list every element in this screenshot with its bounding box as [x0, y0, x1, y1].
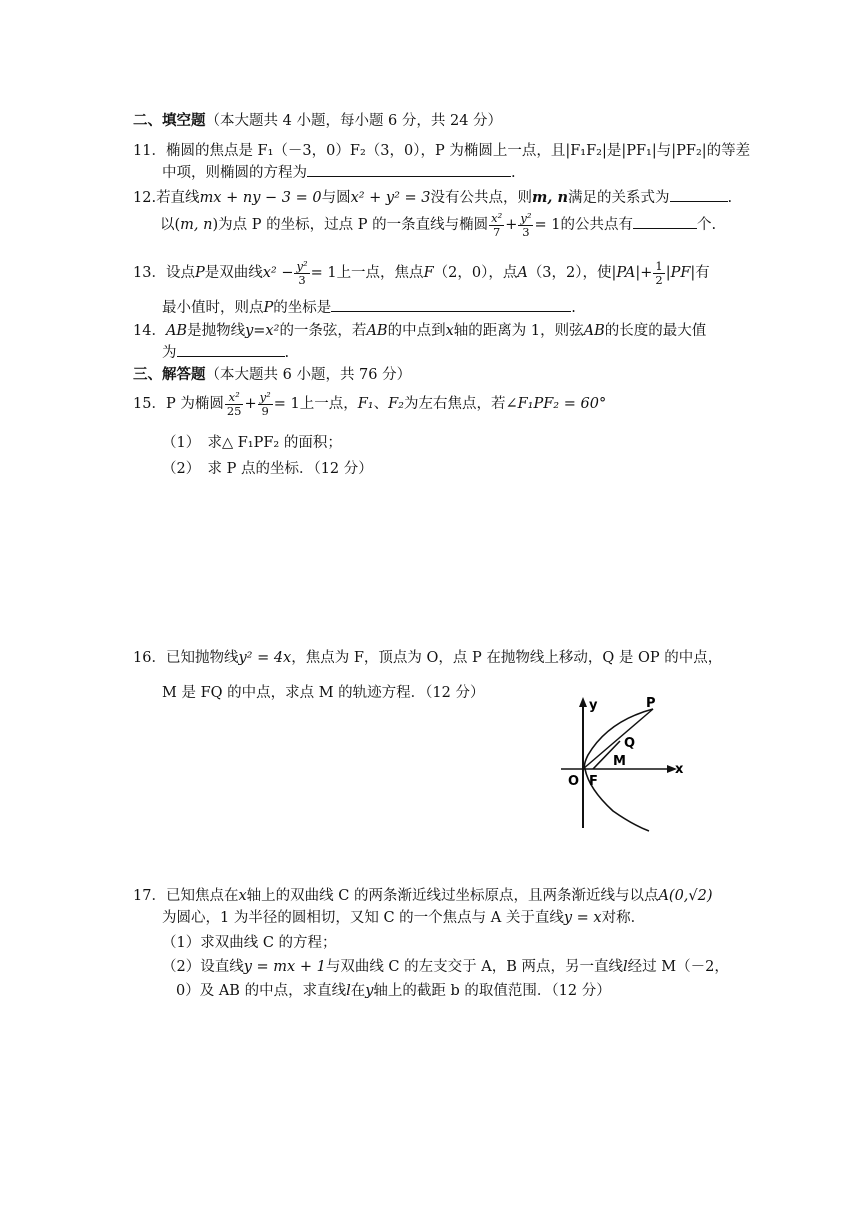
q12-text: )为点 P 的坐标，过点 P 的一条直线与椭圆	[212, 217, 489, 233]
q12-line1: 12.若直线mx + ny − 3 = 0与圆x² + y² = 3没有公共点，则m, n满足的关系式为 .	[133, 189, 733, 206]
section-2-heading	[133, 111, 502, 131]
q15-line1: 15．P 为椭圆 $\frac{\text{x²}}{25}$ + $\frac{\text{y²}}{9}$ = 1上一点，F₁、F₂为左右焦点，若∠F₁PF₂ = 60°	[133, 389, 607, 418]
q12-line2: 以(m, n)为点 P 的坐标，过点 P 的一条直线与椭圆 $\frac{\text{x²}}{7}$ + $\frac{\text{y²}}{3}$ = 1的公共点有 个.	[160, 210, 717, 239]
q12-text: 以(	[160, 217, 181, 233]
section-title: 二、填空题	[133, 112, 206, 129]
fraction: $\frac{1}{2}$	[655, 258, 663, 287]
q12-text: 若直线	[156, 190, 200, 206]
q17-sub2: （2）设直线y = mx + 1与双曲线 C 的左支交于 A，B 两点，另一直线l经过 M（－2，	[162, 959, 729, 975]
fraction: $\frac{\text{y²}}{3}$	[520, 210, 532, 239]
q12-text: 没有公共点，则	[430, 190, 533, 206]
q12-text: 的公共点有	[560, 217, 633, 233]
section-note: （本大题共 4 小题，每小题 6 分，共 24 分）	[205, 113, 503, 129]
q11-line1: 11．椭圆的焦点是 F₁（－3，0）F₂（3，0），P 为椭圆上一点，且|F₁F₂|是|PF₁|与|PF₂|的等差	[133, 143, 751, 159]
q12-mn: m, n	[532, 189, 569, 206]
q11-answer-blank[interactable]	[307, 162, 511, 177]
fraction: $\frac{\text{x²}}{7}$	[491, 210, 503, 239]
q12-circle-equation: x² + y² = 3	[350, 190, 431, 206]
parabola-figure	[553, 693, 693, 833]
q16-line1: 16．已知抛物线y² = 4x，焦点为 F，顶点为 O，点 P 在抛物线上移动，Q 是 OP 的中点，	[133, 650, 723, 666]
q13-answer-blank[interactable]	[331, 297, 571, 312]
q17-line2: 为圆心，1 为半径的圆相切，又知 C 的一个焦点与 A 关于直线y = x对称．	[162, 910, 646, 926]
fig-label-x: x	[675, 762, 684, 777]
section-title: 三、解答题	[133, 366, 206, 383]
fig-label-q: Q	[624, 736, 636, 751]
q12-line-equation: mx + ny − 3 = 0	[199, 190, 322, 206]
q14-line1: 14．AB是抛物线y=x²的一条弦，若AB的中点到x轴的距离为 1，则弦AB的长度的最大值	[133, 323, 707, 339]
q15-sub1: （1） 求△ F₁PF₂ 的面积；	[162, 435, 342, 451]
fig-label-p: P	[646, 696, 656, 711]
fig-label-m: M	[613, 754, 626, 769]
q12-answer-blank-2[interactable]	[633, 214, 697, 229]
q12-text: 个.	[696, 217, 717, 233]
q12-text: 与圆	[321, 190, 351, 206]
q12-number: 12.	[133, 190, 157, 206]
fig-label-o: O	[568, 774, 580, 789]
q12-answer-blank-1[interactable]	[670, 187, 728, 202]
y-axis-arrow-icon	[579, 697, 587, 707]
section-3-heading	[133, 365, 411, 385]
q13-line1: 13．设点P是双曲线x² − $\frac{\text{y²}}{3}$ = 1上一点，焦点F（2，0），点A（3，2），使|PA|+ $\frac{1}{2}$ |PF|有	[133, 258, 710, 287]
fig-label-y: y	[589, 698, 598, 713]
q11-line2: 中项，则椭圆的方程为 .	[162, 162, 516, 183]
q14-answer-blank[interactable]	[177, 342, 285, 357]
q12-text: = 1	[534, 217, 561, 233]
parabola-curve	[584, 709, 653, 831]
q12-mn: m, n	[180, 217, 213, 233]
q13-line2: 最小值时，则点P的坐标是 .	[162, 297, 576, 318]
fraction: $\frac{\text{y²}}{9}$	[259, 389, 271, 418]
q12-text: 满足的关系式为	[568, 190, 670, 206]
q17-sub2-cont: 0）及 AB 的中点，求直线l在y轴上的截距 b 的取值范围．（12 分）	[176, 983, 611, 999]
section-note: （本大题共 6 小题，共 76 分）	[205, 367, 412, 383]
q11-text: 中项，则椭圆的方程为	[162, 165, 307, 181]
fraction: $\frac{\text{y²}}{3}$	[296, 258, 308, 287]
q16-line2: M 是 FQ 的中点，求点 M 的轨迹方程．（12 分）	[162, 685, 485, 701]
fig-label-f: F	[589, 774, 598, 789]
q14-line2: 为 .	[162, 342, 289, 363]
q17-sub1: （1）求双曲线 C 的方程；	[162, 935, 337, 951]
q17-line1: 17．已知焦点在x轴上的双曲线 C 的两条渐近线过坐标原点，且两条渐近线与以点A(0,√2)	[133, 888, 713, 904]
q15-sub2: （2） 求 P 点的坐标．（12 分）	[162, 461, 373, 477]
fraction: $\frac{\text{x²}}{25}$	[226, 389, 242, 418]
